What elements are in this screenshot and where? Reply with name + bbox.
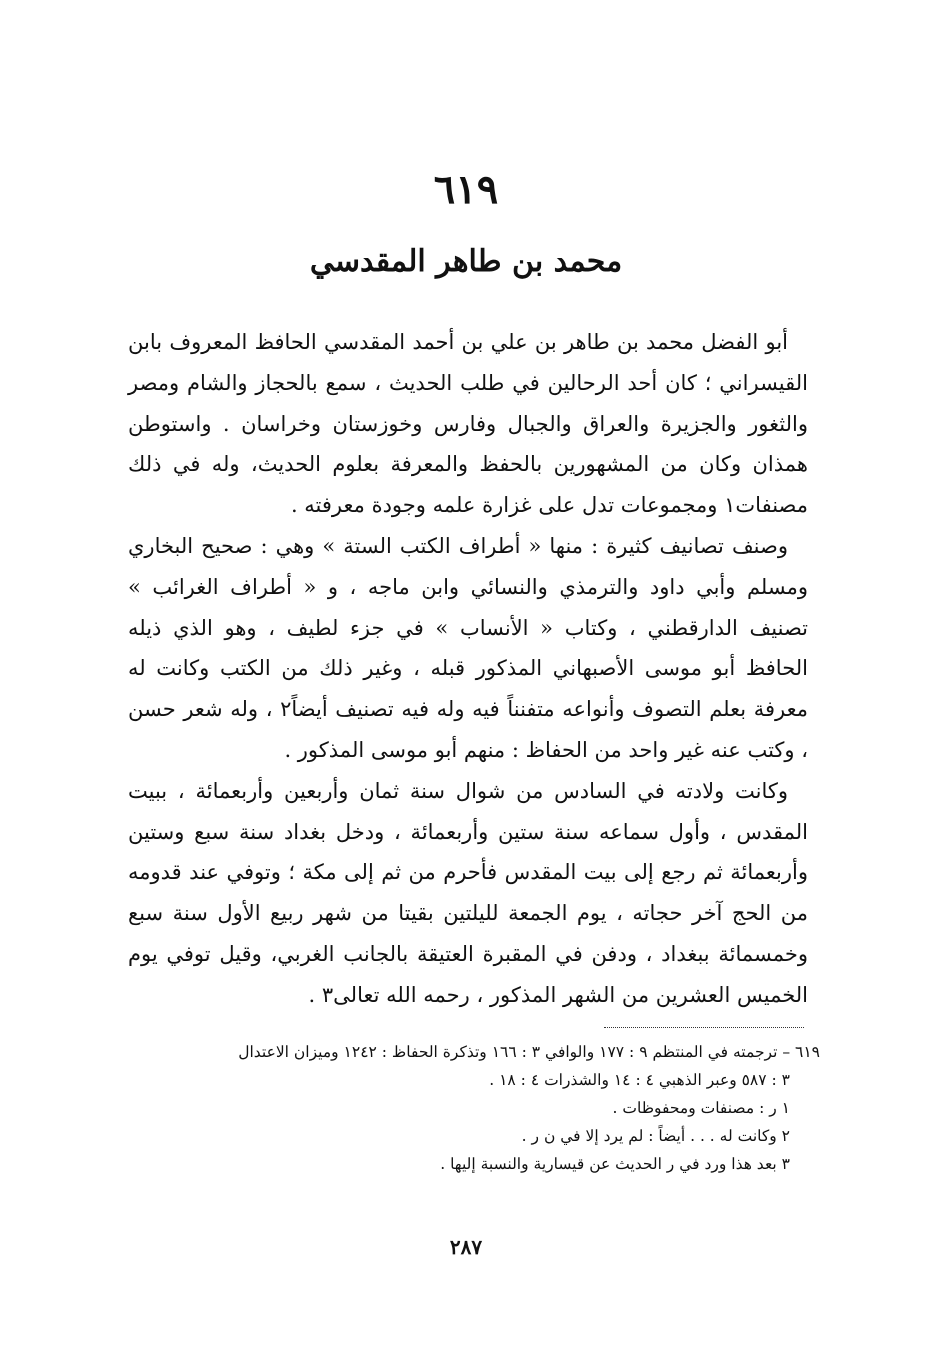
entry-number: ٦١٩: [433, 166, 499, 213]
paragraph: أبو الفضل محمد بن طاهر بن علي بن أحمد المقدسي الحافظ المعروف بابن القيسراني ؛ كان أحد الرحالين في طلب الحديث ، سمع بالحجاز والشام ومصر والثغور والجزيرة والعراق والجبال وفارس وخوزستان وخراسان . واستوطن همذان وكان من المشهورين بالحفظ والمعرفة بعلوم الحديث، وله في ذلك مصنفات١ ومجموعات تدل على غزارة علمه وجودة معرفته .: [128, 330, 808, 518]
footnote-divider: [604, 1027, 804, 1028]
footnotes: [120, 1038, 820, 1178]
entry-title: محمد بن طاهر المقدسي: [309, 244, 623, 279]
footnote-source-line: ٣ : ٥٨٧ وعبر الذهبي ٤ : ١٤ والشذرات ٤ : ١٨ .: [489, 1071, 790, 1089]
footnote-1: ١ ر : مصنفات ومحفوظات .: [612, 1099, 790, 1117]
paragraph: وكانت ولادته في السادس من شوال سنة ثمان وأربعين وأربعمائة ، ببيت المقدس ، وأول سماعه سنة ستين وأربعمائة ، ودخل بغداد سنة سبع وستين وأربعمائة ثم رجع إلى بيت المقدس فأحرم من ثم إلى مكة ؛ وتوفي عند قدومه من الحج آخر حجاته ، يوم الجمعة لليلتين بقيتا من شهر ربيع الأول سنة سبع وخمسمائة ببغداد ، ودفن في المقبرة العتيقة بالجانب الغربي، وقيل توفي يوم الخميس العشرين من الشهر المذكور ، رحمه الله تعالى٣ .: [128, 778, 808, 1007]
page-number: ٢٨٧: [449, 1235, 483, 1259]
biography-text: [128, 322, 808, 1016]
footnote-3: ٣ بعد هذا ورد في ر الحديث عن قيسارية والنسبة إليها .: [440, 1155, 790, 1173]
paragraph: وصنف تصانيف كثيرة : منها « أطراف الكتب الستة » وهي : صحيح البخاري ومسلم وأبي داود والترمذي والنسائي وابن ماجه ، و « أطراف الغرائب » تصنيف الدارقطني ، وكتاب « الأنساب » في جزء لطيف ، وهو الذي ذيله الحافظ أبو موسى الأصبهاني المذكور قبله ، وغير ذلك من الكتب وكانت له معرفة بعلم التصوف وأنواعه متفنناً فيه وله فيه تصنيف أيضاً٢ ، وله شعر حسن ، وكتب عنه غير واحد من الحفاظ : منهم أبو موسى المذكور .: [128, 533, 808, 762]
footnote-2: ٢ وكانت له . . . أيضاً : لم يرد إلا في ن ر .: [521, 1127, 790, 1145]
footnote-source-line: ٦١٩ – ترجمته في المنتظم ٩ : ١٧٧ والوافي ٣ : ١٦٦ وتذكرة الحفاظ : ١٢٤٢ وميزان الاعتدال: [238, 1043, 820, 1061]
